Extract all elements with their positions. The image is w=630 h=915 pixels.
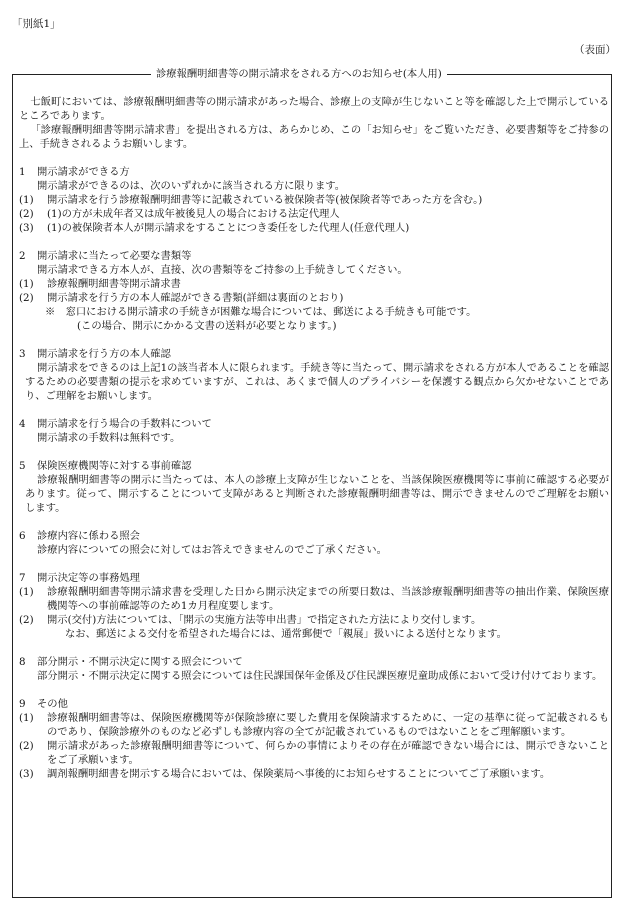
section-7-heading: 7 開示決定等の事務処理 <box>19 572 140 584</box>
section-5-heading: 5 保険医療機関等に対する事前確認 <box>19 460 192 472</box>
section-1-heading: 1 開示請求ができる方 <box>19 166 130 178</box>
notice-title: 診療報酬明細書等の開示請求をされる方へのお知らせ(本人用) <box>151 67 447 81</box>
section-2-lead: 開示請求できる方本人が、直接、次の書類等をご持参の上手続きしてください。 <box>37 264 408 276</box>
list-item: (1) 診療報酬明細書等開示請求書 <box>19 278 181 290</box>
list-item: (1) 診療報酬明細書等は、保険医療機関等が保険診療に要した費用を保険請求するために、一定の基準に従って記載されるものであり、保険診療外のものなど必ずしも診療内容の全てが記載されているものではないことをご理解願います。 <box>19 712 609 738</box>
notice-content <box>19 95 609 781</box>
section-9-heading: 9 その他 <box>19 698 68 710</box>
intro-paragraph-1: 七飯町においては、診療報酬明細書等の開示請求があった場合、診療上の支障が生じないこと等を確認した上で開示しているところであります。 <box>19 96 609 122</box>
list-item: (2) 開示請求を行う方の本人確認ができる書類(詳細は裏面のとおり) <box>19 292 344 304</box>
list-item: (3) (1)の被保険者本人が開示請求をすることにつき委任をした代理人(任意代理人) <box>19 222 410 234</box>
section-5-body: 診療報酬明細書等の開示に当たっては、本人の診療上支障が生じないことを、当該保険医療機関等に事前に確認する必要があります。従って、開示することについて支障があると判断された診療報酬明細書等は、開示できませんのでご理解をお願いします。 <box>25 474 609 514</box>
intro-paragraph-2: 「診療報酬明細書等開示請求書」を提出される方は、あらかじめ、この「お知らせ」をご覧いただき、必要書類等をご持参の上、手続きされるようお願いします。 <box>19 124 609 150</box>
section-3-body: 開示請求をできるのは上記1の該当者本人に限られます。手続き等に当たって、開示請求をされる方が本人であることを確認するための必要書類の提示を求めていますが、これは、あくまで個人のプライバシーを保護する観点から欠かせないことであり、ご理解をお願いします。 <box>25 362 609 402</box>
section-4-heading: 4 開示請求を行う場合の手数料について <box>19 418 212 430</box>
section-8-heading: 8 部分開示・不開示決定に関する照会について <box>19 656 243 668</box>
section-6-heading: 6 診療内容に係わる照会 <box>19 530 140 542</box>
section-3-heading: 3 開示請求を行う方の本人確認 <box>19 348 171 360</box>
section-1-lead: 開示請求ができるのは、次のいずれかに該当される方に限ります。 <box>37 180 346 192</box>
section-6-body: 診療内容についての照会に対してはお答えできませんのでご了承ください。 <box>37 544 387 556</box>
section-2-heading: 2 開示請求に当たって必要な書類等 <box>19 250 192 262</box>
list-item: (2) 開示請求があった診療報酬明細書等について、何らかの事情によりその存在が確認できない場合には、開示できないことをご了承願います。 <box>19 740 609 766</box>
section-2-note: ※ 窓口における開示請求の手続きが困難な場合については、郵送による手続きも可能です。 <box>45 306 477 318</box>
attachment-label: 「別紙1」 <box>12 18 61 30</box>
section-4-body: 開示請求の手数料は無料です。 <box>37 432 181 444</box>
section-7-note: なお、郵送による交付を希望された場合には、通常郵便で「親展」扱いによる送付となります。 <box>65 628 507 640</box>
notice-frame <box>12 68 612 898</box>
section-8-body: 部分開示・不開示決定に関する照会については住民課国保年金係及び住民課医療児童助成係において受け付けております。 <box>37 670 603 682</box>
list-item: (1) 診療報酬明細書等開示請求書を受理した日から開示決定までの所要日数は、当該診療報酬明細書等の抽出作業、保険医療機関等への事前確認等のため1カ月程度要します。 <box>19 586 609 612</box>
page-side-label: （表面） <box>574 44 616 56</box>
list-item: (1) 開示請求を行う診療報酬明細書等に記載されている被保険者等(被保険者等であった方を含む。) <box>19 194 483 206</box>
list-item: (2) 開示(交付)方法については、「開示の実施方法等申出書」で指定された方法により交付します。 <box>19 614 482 626</box>
list-item: (2) (1)の方が未成年者又は成年被後見人の場合における法定代理人 <box>19 208 340 220</box>
list-item: (3) 調剤報酬明細書を開示する場合においては、保険薬局へ事後的にお知らせすることについてご了承願います。 <box>19 768 551 780</box>
section-2-note-detail: (この場合、開示にかかる文書の送料が必要となります。) <box>77 320 337 332</box>
